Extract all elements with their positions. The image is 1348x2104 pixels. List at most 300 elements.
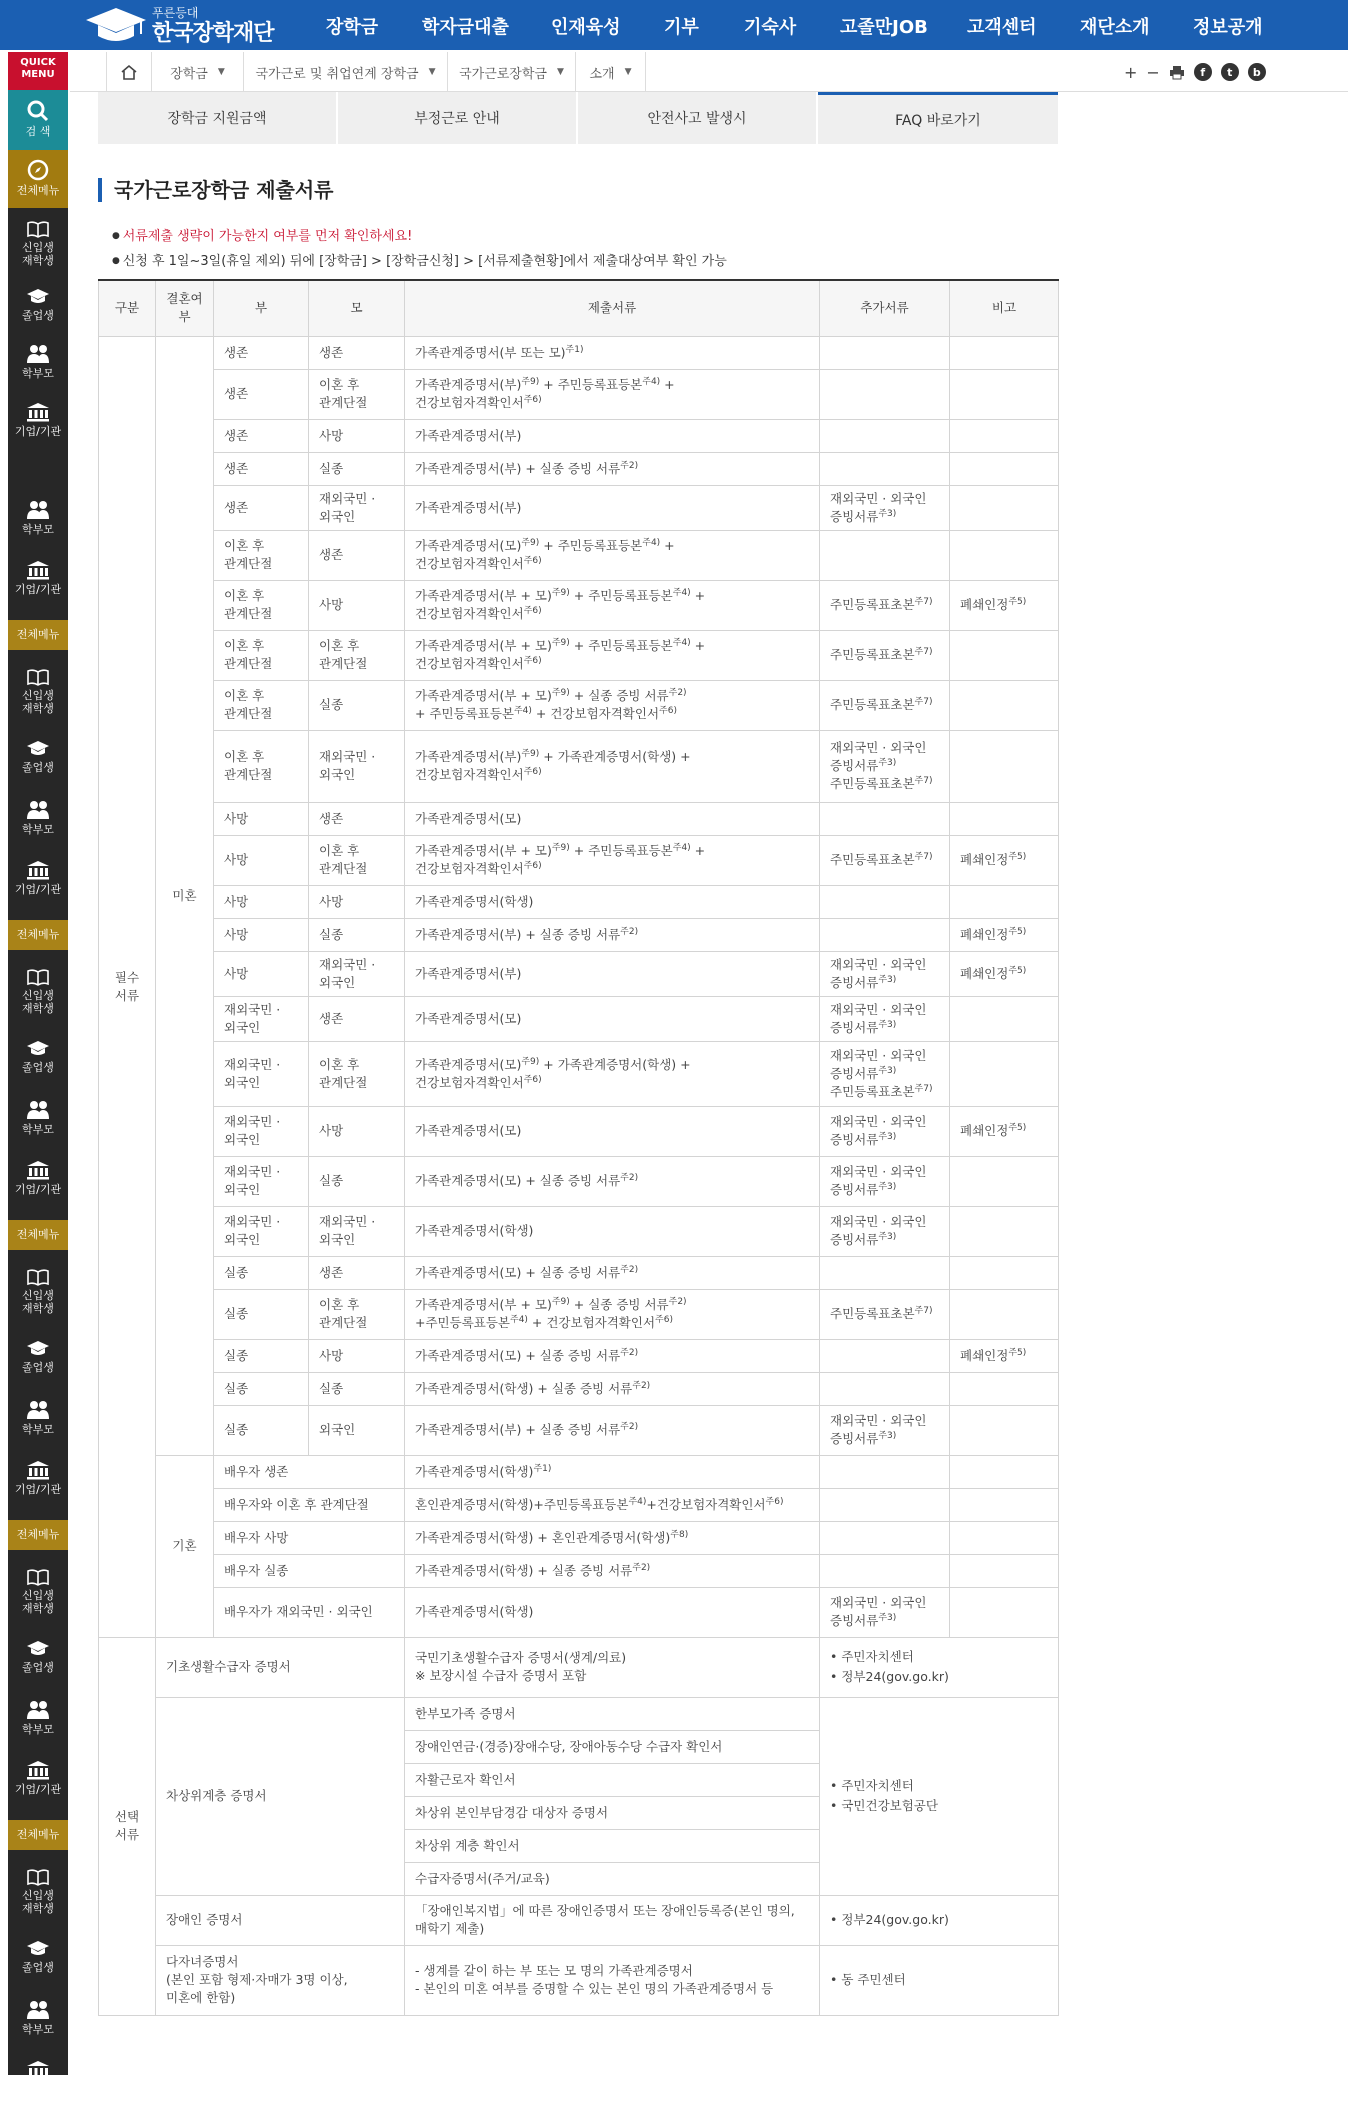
gnb-loan[interactable]: 학자금대출 [422,17,509,38]
quick-parent-label: 학부모 [22,523,54,536]
father-status: 재외국민 · 외국인 [214,1156,309,1206]
quick-new-student-4[interactable] [8,1260,68,1320]
spouse-status: 배우자와 이혼 후 관계단절 [214,1488,405,1521]
quick-all-menu-4[interactable] [8,1220,68,1250]
header-note: 비고 [950,280,1059,336]
quick-new2-label: 재학생 [22,702,54,715]
quick-all-menu-3[interactable] [8,920,68,950]
twitter-icon[interactable]: t [1221,63,1239,81]
people-icon [26,2000,50,2020]
quick-corp-5[interactable] [8,1452,68,1504]
quick-grad-label: 졸업생 [22,1661,54,1674]
table-row [99,485,1059,530]
optional-label: 장애인 증명서 [156,1895,405,1945]
father-status: 실종 [214,1372,309,1405]
category-required: 필수 서류 [99,336,156,1637]
note-cell [950,1041,1059,1106]
quick-corp-label: 기업/기관 [14,425,62,438]
issuer-item: • 정부24(gov.go.kr) [830,1910,1048,1930]
quick-new1-label: 신입생 [22,989,54,1002]
facebook-icon[interactable]: f [1194,63,1212,81]
issuer-item: • 주민자치센터 [830,1776,1048,1796]
quick-menu [8,52,68,2096]
graduation-cap-logo-icon [84,6,148,44]
table-row [99,1521,1059,1554]
note-cell [950,1405,1059,1455]
table-row [99,918,1059,951]
logo-name: 한국장학재단 [152,20,274,46]
quick-title-1: QUICK [20,57,56,68]
father-status: 사망 [214,835,309,885]
quick-new2-label: 재학생 [22,1002,54,1015]
table-row [99,1554,1059,1587]
table-row [99,885,1059,918]
top-navigation [0,0,1348,50]
table-row [99,951,1059,996]
document-cell: 가족관계증명서(부) [405,419,820,452]
document-cell: 가족관계증명서(학생) [405,885,820,918]
gnb-customer[interactable]: 고객센터 [967,17,1037,38]
table-row [99,369,1059,419]
search-icon [27,100,49,122]
optional-body [99,1637,1059,2015]
note-cell [950,1156,1059,1206]
table-row [99,1455,1059,1488]
tab-faq[interactable] [818,92,1058,144]
quick-search-label: 검 색 [25,125,51,138]
document-cell: 가족관계증명서(학생) [405,1587,820,1637]
additional-cell: 재외국민 · 외국인 증빙서류$^{주3)}$ [820,1587,950,1637]
additional-cell [820,1488,950,1521]
required-body [99,336,1059,1637]
quick-new-student[interactable] [8,212,68,272]
note-cell [950,630,1059,680]
additional-cell: 재외국민 · 외국인 증빙서류$^{주3)}$ [820,951,950,996]
note-cell: 폐쇄인정$^{주5)}$ [950,580,1059,630]
document-cell: 가족관계증명서(부) + 실종 증빙 서류$^{주2)}$ [405,918,820,951]
book-icon [27,220,49,238]
mother-status: 사망 [309,580,405,630]
document-cell: 가족관계증명서(부 + 모)$^{주9)}$ + 주민등록표등본$^{주4)}$ + 건강보험자격확인서$^{주6)}$ [405,630,820,680]
zoom-in-icon[interactable]: + [1124,62,1138,82]
quick-new-student-3[interactable] [8,960,68,1020]
table-row [99,530,1059,580]
quick-all-label: 전체메뉴 [16,1228,60,1241]
additional-cell [820,802,950,835]
chevron-down-icon: ▼ [556,67,564,77]
note-cell [950,1521,1059,1554]
quick-parent-label: 학부모 [22,823,54,836]
book-icon [27,1868,49,1886]
quick-corp-2[interactable] [8,552,68,604]
note-cell [950,680,1059,730]
spouse-status: 배우자 사망 [214,1521,405,1554]
quick-corp-7[interactable] [8,2052,68,2104]
document-cell: 가족관계증명서(부) [405,485,820,530]
table-row [99,1895,1059,1945]
quick-corp-label: 기업/기관 [14,2083,62,2096]
graduation-cap-icon [26,1640,50,1658]
note-cell [950,419,1059,452]
header-category: 구분 [99,280,156,336]
father-status: 이혼 후 관계단절 [214,630,309,680]
document-cell: 가족관계증명서(모) + 실종 증빙 서류$^{주2)}$ [405,1256,820,1289]
note-cell [950,1206,1059,1256]
quick-parent-5[interactable] [8,1392,68,1444]
breadcrumb-3[interactable] [448,52,576,92]
document-cell: 가족관계증명서(모) [405,802,820,835]
tab-fraud[interactable] [338,92,576,144]
mother-status: 이혼 후 관계단절 [309,835,405,885]
quick-all-menu[interactable] [8,150,68,208]
additional-cell [820,369,950,419]
additional-cell [820,1339,950,1372]
quick-graduate-2[interactable] [8,732,68,784]
spouse-status: 배우자 실종 [214,1554,405,1587]
document-cell: 가족관계증명서(모) + 실종 증빙 서류$^{주2)}$ [405,1156,820,1206]
institution-icon [26,1160,50,1180]
marital-single: 미혼 [156,336,214,1455]
people-icon [26,800,50,820]
tab-faq-label: FAQ 바로가기 [895,112,981,129]
issuer-cell [820,1697,1059,1895]
document-cell: 수급자증명서(주거/교육) [405,1862,820,1895]
father-status: 생존 [214,452,309,485]
quick-parent-7[interactable] [8,1992,68,2044]
mother-status: 재외국민 · 외국인 [309,485,405,530]
father-status: 사망 [214,802,309,835]
table-row [99,680,1059,730]
note-cell: 폐쇄인정$^{주5)}$ [950,1106,1059,1156]
issuer-cell [820,1895,1059,1945]
additional-cell: 재외국민 · 외국인 증빙서류$^{주3)}$ 주민등록표초본$^{주7)}$ [820,1041,950,1106]
additional-cell: 재외국민 · 외국인 증빙서류$^{주3)}$ [820,1206,950,1256]
book-icon [27,1268,49,1286]
gnb-about[interactable]: 재단소개 [1080,17,1150,38]
document-cell: 가족관계증명서(학생) [405,1206,820,1256]
home-icon [121,65,137,80]
quick-corp-3[interactable] [8,852,68,904]
table-row [99,1945,1059,2015]
tab-amount-label: 장학금 지원금액 [167,111,267,127]
table-row [99,1372,1059,1405]
additional-cell: 주민등록표초본$^{주7)}$ [820,1289,950,1339]
quick-graduate-6[interactable] [8,1932,68,1984]
document-cell: 가족관계증명서(모) [405,996,820,1041]
quick-corp-label: 기업/기관 [14,1783,62,1796]
people-icon [26,1400,50,1420]
breadcrumb-1[interactable] [152,52,244,92]
additional-cell [820,1455,950,1488]
document-cell: 가족관계증명서(부) + 실종 증빙 서류$^{주2)}$ [405,1405,820,1455]
mother-status: 실종 [309,452,405,485]
table-row [99,1405,1059,1455]
blog-icon[interactable]: b [1248,63,1266,81]
document-cell: 차상위 계층 확인서 [405,1829,820,1862]
document-cell: 한부모가족 증명서 [405,1697,820,1730]
graduation-cap-icon [26,288,50,306]
note-cell: 폐쇄인정$^{주5)}$ [950,835,1059,885]
quick-new2-label: 재학생 [22,254,54,267]
document-cell: 가족관계증명서(부)$^{주9)}$ + 주민등록표등본$^{주4)}$ + 건강보험자격확인서$^{주6)}$ [405,369,820,419]
note-cell [950,336,1059,369]
father-status: 사망 [214,951,309,996]
spouse-status: 배우자가 재외국민 · 외국인 [214,1587,405,1637]
category-optional: 선택 서류 [99,1637,156,2015]
quick-corp-6[interactable] [8,1752,68,1804]
chevron-down-icon: ▼ [624,67,632,77]
mother-status: 사망 [309,1339,405,1372]
father-status: 재외국민 · 외국인 [214,996,309,1041]
mother-status: 재외국민 · 외국인 [309,1206,405,1256]
note-cell [950,452,1059,485]
institution-icon [26,402,50,422]
quick-corp-label: 기업/기관 [14,883,62,896]
note-cell [950,530,1059,580]
note-cell: 폐쇄인정$^{주5)}$ [950,1339,1059,1372]
zoom-out-icon[interactable]: − [1146,62,1160,82]
breadcrumb-2-label: 국가근로 및 취업연계 장학금 [255,66,419,82]
tab-accident-label: 안전사고 발생시 [647,111,747,127]
document-cell: 가족관계증명서(학생) + 실종 증빙 서류$^{주2)}$ [405,1554,820,1587]
tab-accident[interactable] [578,92,816,144]
tab-amount[interactable] [98,92,336,144]
mother-status: 사망 [309,885,405,918]
issuer-item: • 주민자치센터 [830,1647,1048,1667]
gnb-scholarship[interactable]: 장학금 [326,17,379,38]
father-status: 사망 [214,885,309,918]
gnb-dormitory[interactable]: 기숙사 [744,17,797,38]
table-row [99,1206,1059,1256]
chevron-down-icon: ▼ [428,67,436,77]
document-cell: 가족관계증명서(부 또는 모)$^{주1)}$ [405,336,820,369]
father-status: 실종 [214,1256,309,1289]
mother-status: 실종 [309,918,405,951]
breadcrumb-3-label: 국가근로장학금 [459,66,547,82]
quick-parent-3[interactable] [8,792,68,844]
quick-new-student-2[interactable] [8,660,68,720]
table-row [99,835,1059,885]
additional-cell [820,530,950,580]
additional-cell [820,1256,950,1289]
document-cell: - 생계를 같이 하는 부 또는 모 명의 가족관계증명서 - 본인의 미혼 여부를 증명할 수 있는 본인 명의 가족관계증명서 등 [405,1945,820,2015]
breadcrumb-4[interactable] [576,52,646,92]
institution-icon [26,860,50,880]
note-cell [950,1455,1059,1488]
header-marital: 결혼여부 [156,280,214,336]
quick-grad-label: 졸업생 [22,1361,54,1374]
breadcrumb-4-label: 소개 [589,66,615,82]
document-cell: 장애인연금·(경증)장애수당, 장애아동수당 수급자 확인서 [405,1730,820,1763]
note-cell [950,1587,1059,1637]
quick-graduate-5[interactable] [8,1632,68,1684]
table-row [99,580,1059,630]
father-status: 재외국민 · 외국인 [214,1206,309,1256]
book-icon [27,1568,49,1586]
compass-icon [27,159,49,181]
father-status: 생존 [214,336,309,369]
gnb-talent[interactable]: 인재육성 [551,17,621,38]
chevron-down-icon: ▼ [217,67,225,77]
quick-all-menu-5[interactable] [8,1520,68,1550]
document-cell: 가족관계증명서(부 + 모)$^{주9)}$ + 주민등록표등본$^{주4)}$ + 건강보험자격확인서$^{주6)}$ [405,835,820,885]
table-row [99,1697,1059,1730]
note-cell: 폐쇄인정$^{주5)}$ [950,951,1059,996]
document-cell: 가족관계증명서(학생)$^{주1)}$ [405,1455,820,1488]
note-cell [950,730,1059,802]
father-status: 생존 [214,369,309,419]
quick-grad-label: 졸업생 [22,1961,54,1974]
document-cell: 차상위 본인부담경감 대상자 증명서 [405,1796,820,1829]
additional-cell [820,918,950,951]
quick-all-label: 전체메뉴 [16,1528,60,1541]
note-cell [950,885,1059,918]
document-cell: 가족관계증명서(부 + 모)$^{주9)}$ + 실종 증빙 서류$^{주2)}$ + 주민등록표등본$^{주4)}$ + 건강보험자격확인서$^{주6)}$ [405,680,820,730]
issuer-item: • 동 주민센터 [830,1970,1048,1990]
table-row [99,1637,1059,1697]
mother-status: 이혼 후 관계단절 [309,1041,405,1106]
header-additional: 추가서류 [820,280,950,336]
institution-icon [26,2060,50,2080]
document-cell: 혼인관계증명서(학생)+주민등록표등본$^{주4)}$+건강보험자격확인서$^{주6)}$ [405,1488,820,1521]
table-row [99,452,1059,485]
gnb-disclosure[interactable]: 정보공개 [1193,17,1263,38]
additional-cell [820,1372,950,1405]
document-cell: 가족관계증명서(부 + 모)$^{주9)}$ + 실종 증빙 서류$^{주2)}$ +주민등록표등본$^{주4)}$ + 건강보험자격확인서$^{주6)}$ [405,1289,820,1339]
gnb-donation[interactable]: 기부 [664,17,699,38]
quick-corp-label: 기업/기관 [14,1483,62,1496]
table-row [99,802,1059,835]
note-cell [950,1488,1059,1521]
quick-all-label: 전체메뉴 [16,628,60,641]
issuer-item: • 정부24(gov.go.kr) [830,1667,1048,1687]
father-status: 이혼 후 관계단절 [214,730,309,802]
quick-all-menu-6[interactable] [8,1820,68,1850]
mother-status: 사망 [309,1106,405,1156]
mother-status: 생존 [309,996,405,1041]
header-mother: 모 [309,280,405,336]
quick-corp[interactable] [8,394,68,446]
graduation-cap-icon [26,740,50,758]
additional-cell [820,419,950,452]
quick-search[interactable] [8,90,68,150]
people-icon [26,1100,50,1120]
optional-label: 다자녀증명서 (본인 포함 형제·자매가 3명 이상, 미혼에 한함) [156,1945,405,2015]
father-status: 실종 [214,1289,309,1339]
quick-parent-label: 학부모 [22,2023,54,2036]
additional-cell: 재외국민 · 외국인 증빙서류$^{주3)}$ [820,1156,950,1206]
additional-cell: 주민등록표초본$^{주7)}$ [820,835,950,885]
quick-all-menu-2[interactable] [8,620,68,650]
additional-cell: 재외국민 · 외국인 증빙서류$^{주3)}$ [820,1405,950,1455]
mother-status: 이혼 후 관계단절 [309,369,405,419]
quick-parent[interactable] [8,336,68,388]
document-cell: 가족관계증명서(모)$^{주9)}$ + 가족관계증명서(학생) + 건강보험자격확인서$^{주6)}$ [405,1041,820,1106]
quick-title-2: MENU [21,69,55,80]
tab-fraud-label: 부정근로 안내 [414,111,500,127]
notice-red: ● 서류제출 생략이 가능한지 여부를 먼저 확인하세요! [112,224,727,249]
book-icon [27,668,49,686]
mother-status: 재외국민 · 외국인 [309,730,405,802]
father-status: 재외국민 · 외국인 [214,1106,309,1156]
document-cell: 가족관계증명서(모) [405,1106,820,1156]
father-status: 실종 [214,1405,309,1455]
document-cell: 가족관계증명서(모)$^{주9)}$ + 주민등록표등본$^{주4)}$ + 건강보험자격확인서$^{주6)}$ [405,530,820,580]
father-status: 사망 [214,918,309,951]
note-cell [950,485,1059,530]
quick-graduate-3[interactable] [8,1032,68,1084]
mother-status: 생존 [309,336,405,369]
document-cell: 자활근로자 확인서 [405,1763,820,1796]
father-status: 이혼 후 관계단절 [214,530,309,580]
gnb-job[interactable]: 고졸만JOB [840,17,928,38]
quick-parent-label: 학부모 [22,1723,54,1736]
breadcrumb-2[interactable] [244,52,448,92]
graduation-cap-icon [26,1940,50,1958]
father-status: 재외국민 · 외국인 [214,1041,309,1106]
quick-new-student-5[interactable] [8,1560,68,1620]
document-cell: 가족관계증명서(부) + 실종 증빙 서류$^{주2)}$ [405,452,820,485]
mother-status: 외국인 [309,1405,405,1455]
father-status: 생존 [214,485,309,530]
quick-all-label: 전체메뉴 [16,928,60,941]
additional-cell: 주민등록표초본$^{주7)}$ [820,630,950,680]
note-cell [950,1289,1059,1339]
quick-parent-2[interactable] [8,492,68,544]
mother-status: 실종 [309,1156,405,1206]
mother-status: 생존 [309,1256,405,1289]
spouse-status: 배우자 생존 [214,1455,405,1488]
quick-parent-6[interactable] [8,1692,68,1744]
people-icon [26,500,50,520]
quick-all-label: 전체메뉴 [16,1828,60,1841]
document-cell: 가족관계증명서(부)$^{주9)}$ + 가족관계증명서(학생) + 건강보험자격확인서$^{주6)}$ [405,730,820,802]
table-row [99,419,1059,452]
quick-new1-label: 신입생 [22,689,54,702]
additional-cell [820,336,950,369]
table-row [99,1289,1059,1339]
additional-cell: 재외국민 · 외국인 증빙서류$^{주3)}$ [820,996,950,1041]
table-row [99,1041,1059,1106]
quick-graduate-4[interactable] [8,1332,68,1384]
note-cell [950,1554,1059,1587]
quick-new-student-6[interactable] [8,1860,68,1920]
document-cell: 가족관계증명서(부) [405,951,820,996]
header-father: 부 [214,280,309,336]
site-logo[interactable] [84,3,274,47]
mother-status: 재외국민 · 외국인 [309,951,405,996]
mother-status: 생존 [309,530,405,580]
print-icon[interactable] [1169,65,1185,80]
book-icon [27,968,49,986]
quick-new1-label: 신입생 [22,1889,54,1902]
content-tabs [98,92,1058,144]
quick-parent-label: 학부모 [22,1423,54,1436]
home-button[interactable] [106,52,152,92]
people-icon [26,1700,50,1720]
issuer-cell [820,1637,1059,1697]
additional-cell [820,452,950,485]
quick-new2-label: 재학생 [22,1302,54,1315]
quick-parent-4[interactable] [8,1092,68,1144]
father-status: 생존 [214,419,309,452]
quick-graduate[interactable] [8,278,68,330]
quick-corp-4[interactable] [8,1152,68,1204]
graduation-cap-icon [26,1340,50,1358]
document-cell: 가족관계증명서(부 + 모)$^{주9)}$ + 주민등록표등본$^{주4)}$ + 건강보험자격확인서$^{주6)}$ [405,580,820,630]
institution-icon [26,1460,50,1480]
father-status: 이혼 후 관계단절 [214,580,309,630]
